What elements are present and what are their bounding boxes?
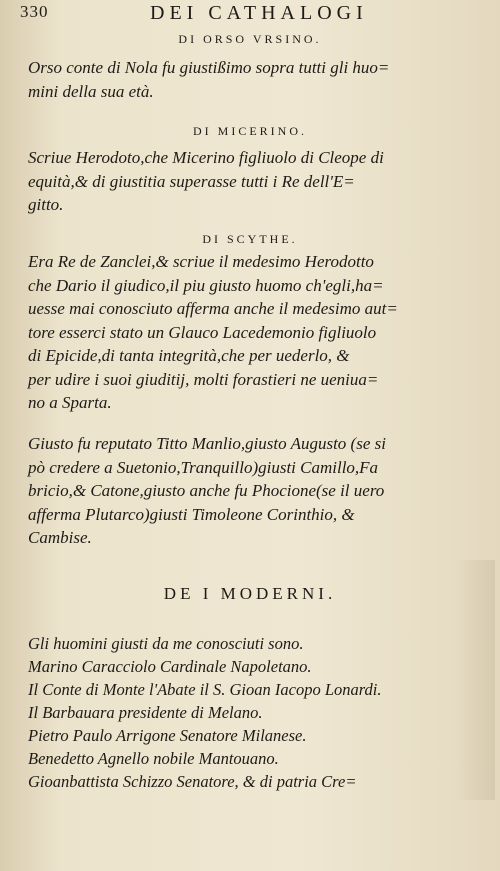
- section-heading-orso: DI ORSO VRSINO.: [178, 32, 322, 46]
- list-item: Gli huomini giusti da me conosciuti sono.: [28, 634, 304, 653]
- text-line: no a Sparta.: [28, 393, 112, 412]
- paragraph-giusto: [28, 432, 468, 550]
- text-line: pò credere a Suetonio,Tranquillo)giusti Camillo,Fa: [28, 457, 379, 477]
- section-heading-scythe: DI SCYTHE.: [202, 232, 298, 246]
- list-item: Pietro Paulo Arrigone Senatore Milanese.: [28, 726, 307, 745]
- text-line: Era Re de Zanclei,& scriue il medesimo Herodotto: [28, 252, 374, 271]
- list-item: Il Conte di Monte l'Abate il S. Gioan Iacopo Lonardi.: [28, 680, 382, 699]
- paragraph-micerino: [28, 146, 468, 217]
- text-line: afferma Plutarco)giusti Timoleone Corinthio, &: [28, 504, 355, 524]
- moderni-list: [28, 632, 478, 793]
- text-line: Scriue Herodoto,che Micerino figliuolo di Cleope di: [28, 148, 384, 167]
- paragraph-orso: [28, 56, 468, 103]
- text-line: Giusto fu reputato Titto Manlio,giusto Augusto (se si: [28, 434, 386, 453]
- text-line: tore esserci stato un Glauco Lacedemonio figliuolo: [28, 322, 377, 342]
- text-line: mini della sua età.: [28, 81, 154, 101]
- running-title: DEI CATHALOGI: [150, 2, 368, 24]
- list-item: Benedetto Agnello nobile Mantouano.: [28, 749, 279, 768]
- paragraph-scythe: [28, 250, 468, 415]
- text-line: di Epicide,di tanta integrità,che per uederlo, &: [28, 346, 350, 365]
- text-line: Cambise.: [28, 528, 92, 547]
- text-line: per udire i suoi giuditij, molti forastieri ne ueniua=: [28, 369, 379, 389]
- running-header: [0, 2, 500, 26]
- list-item: Gioanbattista Schizzo Senatore, & di patria Cre=: [28, 772, 357, 791]
- text-line: gitto.: [28, 195, 64, 214]
- section-heading-moderni: DE I MODERNI.: [163, 584, 337, 603]
- text-line: uesse mai conosciuto afferma anche il medesimo aut=: [28, 299, 398, 318]
- text-line: bricio,& Catone,giusto anche fu Phocione(se il uero: [28, 481, 385, 500]
- list-item: Il Barbauara presidente di Melano.: [28, 703, 263, 722]
- text-line: che Dario il giudico,il piu giusto huomo ch'egli,ha=: [28, 275, 384, 295]
- section-heading-micerino: DI MICERINO.: [193, 124, 307, 138]
- page-number: 330: [20, 2, 49, 21]
- list-item: Marino Caracciolo Cardinale Napoletano.: [28, 657, 312, 676]
- text-line: Orso conte di Nola fu giustißimo sopra tutti gli huo=: [28, 58, 390, 77]
- text-line: equità,& di giustitia superasse tutti i Re dell'E=: [28, 171, 355, 191]
